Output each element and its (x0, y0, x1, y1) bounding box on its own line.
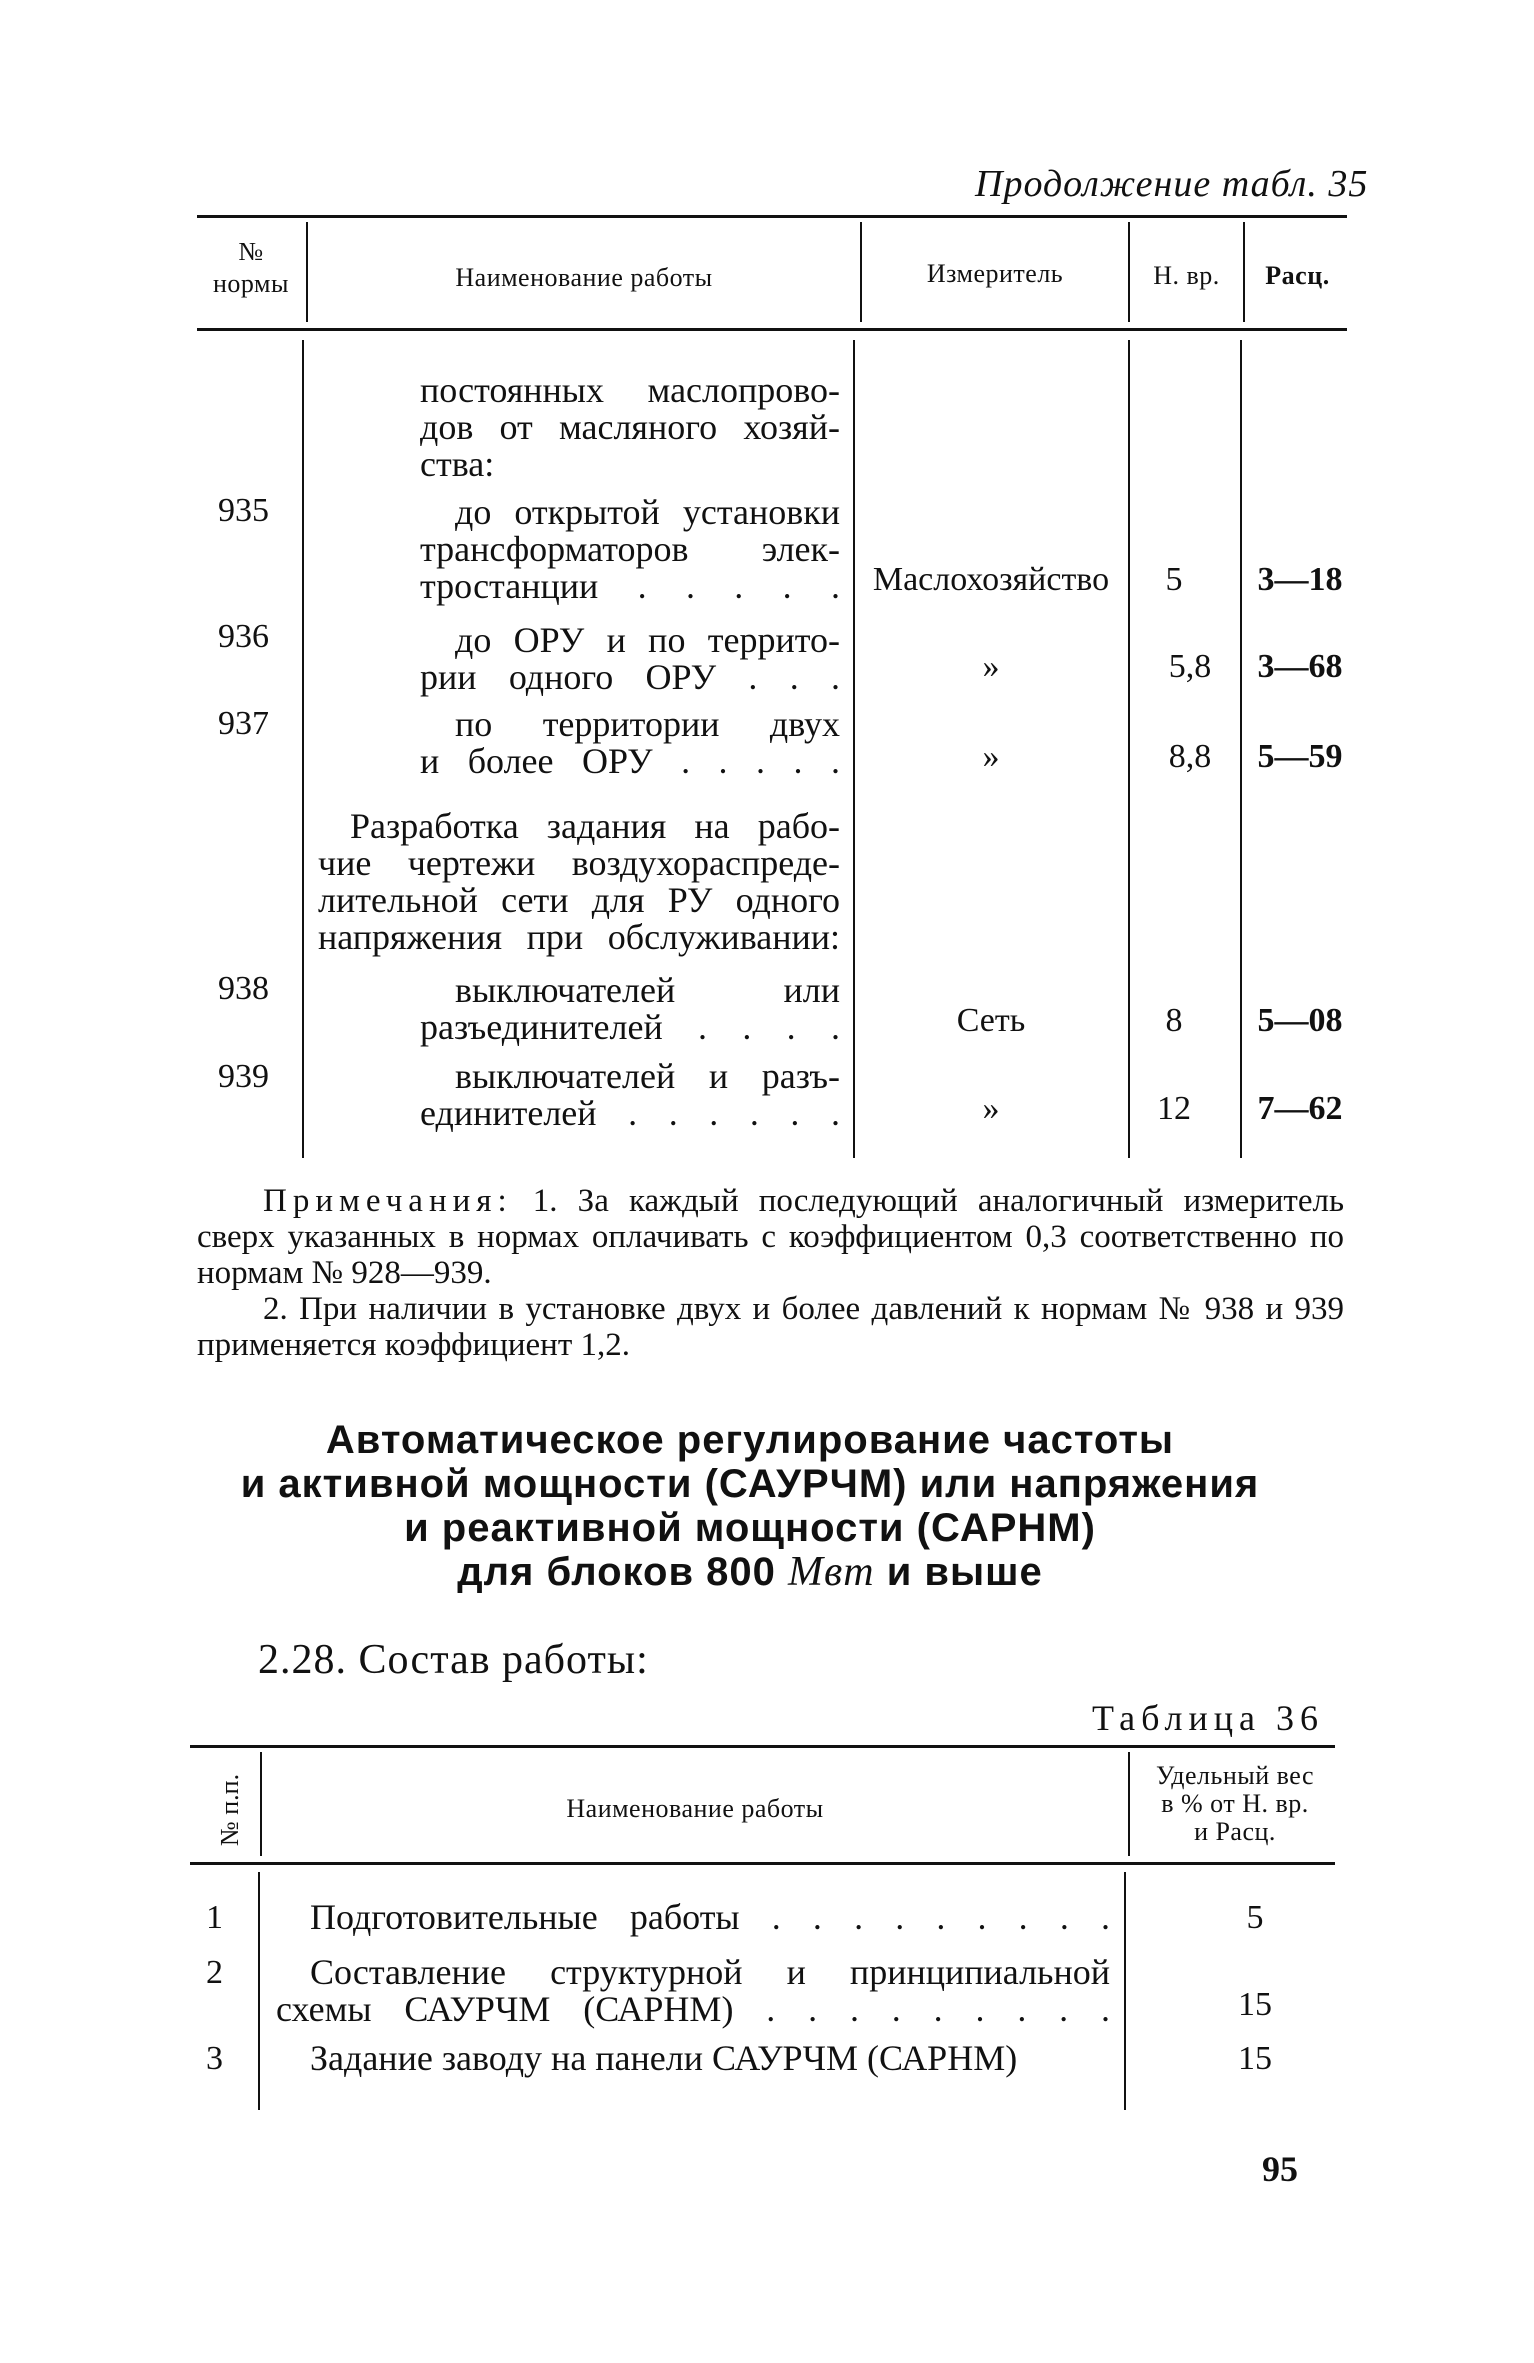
header-weight: Удельный вес в % от Н. вр. и Расц. (1155, 1761, 1314, 1846)
section-title: 2.28. Состав работы: (258, 1637, 649, 1683)
group-heading: постоянных маслопрово- дов от масляного хозяй- ства: (420, 370, 840, 484)
time-cell: 12 (1157, 1090, 1191, 1127)
table-top-rule (190, 1745, 1335, 1748)
work-name: выключателей и разъ- единителей . . . . . . (420, 1056, 840, 1133)
norm-number: 935 (218, 492, 269, 529)
work-name: до открытой установки трансформаторов элек- тростанции . . . . . (420, 492, 840, 606)
weight-cell: 5 (1246, 1899, 1264, 1936)
time-cell: 8 (1165, 1002, 1183, 1039)
column-divider (1124, 1872, 1126, 2110)
note-1: 1. За каждый последующий аналогичный измеритель сверх указанных в нормах оплачивать с коэффициентом 0,3 соответственно по нормам № 928—939. (197, 1183, 1345, 1291)
weight-cell: 15 (1238, 1986, 1272, 2023)
header-name: Наименование работы (455, 263, 713, 292)
row-number: 2 (206, 1954, 223, 1991)
table-top-rule (197, 215, 1347, 218)
header-name: Наименование работы (566, 1794, 824, 1823)
work-name: до ОРУ и по террито- рии одного ОРУ . . . (420, 620, 840, 697)
page-number: 95 (1262, 2149, 1298, 2189)
measure-cell: Маслохозяйство (872, 561, 1110, 598)
header-norm: № нормы (213, 237, 289, 298)
measure-cell: » (982, 738, 1000, 775)
norm-number: 936 (218, 618, 269, 655)
work-name: выключателей или разъединителей . . . . (420, 970, 840, 1047)
header-measure: Измеритель (926, 259, 1064, 288)
norm-number: 939 (218, 1058, 269, 1095)
rate-cell: 3—18 (1257, 561, 1343, 598)
work-name: Подготовительные работы . . . . . . . . . (310, 1897, 1110, 1937)
header-bottom-rule (190, 1862, 1335, 1865)
measure-cell: » (982, 648, 1000, 685)
row-number: 3 (206, 2040, 223, 2077)
header-num: № п.п. (215, 1773, 245, 1847)
notes-label: Примечания: (263, 1183, 513, 1219)
notes (197, 1183, 1344, 1363)
section-heading: Автоматическое регулирование частоты и активной мощности (САУРЧМ) или напряжения и реактивной мощности (САРНМ) для блоков 800 Мвт и выше (240, 1418, 1260, 1595)
norm-number: 938 (218, 970, 269, 1007)
header-bottom-rule (197, 328, 1347, 331)
work-name: Задание заводу на панели САУРЧМ (САРНМ) (310, 2038, 1018, 2078)
note-2: 2. При наличии в установке двух и более давлений к нормам № 938 и 939 применяется коэффициент 1,2. (197, 1291, 1344, 1363)
rate-cell: 3—68 (1257, 648, 1343, 685)
rate-cell: 7—62 (1257, 1090, 1343, 1127)
norm-number: 937 (218, 705, 269, 742)
table-continuation-caption: Продолжение табл. 35 (975, 163, 1369, 205)
work-name: Составление структурной и принципиальной схемы САУРЧМ (САРНМ) . . . . . . . . . (276, 1952, 1110, 2029)
work-name: по территории двух и более ОРУ . . . . . (420, 704, 840, 781)
measure-cell: » (982, 1090, 1000, 1127)
measure-cell: Сеть (956, 1002, 1026, 1039)
table-label: Таблица 36 (1092, 1698, 1324, 1738)
header-rate: Расц. (1265, 261, 1330, 290)
row-number: 1 (206, 1899, 223, 1936)
column-divider (302, 340, 304, 1158)
column-divider (258, 1872, 260, 2110)
time-cell: 5 (1165, 561, 1183, 598)
rate-cell: 5—59 (1257, 738, 1343, 775)
rate-cell: 5—08 (1257, 1002, 1343, 1039)
weight-cell: 15 (1238, 2040, 1272, 2077)
time-cell: 8,8 (1168, 738, 1212, 775)
header-time: Н. вр. (1153, 261, 1220, 290)
group-heading: Разработка задания на рабо- чие чертежи воздухораспреде- лительной сети для РУ одного напряжения при обслуживании: (318, 806, 840, 957)
time-cell: 5,8 (1168, 648, 1212, 685)
